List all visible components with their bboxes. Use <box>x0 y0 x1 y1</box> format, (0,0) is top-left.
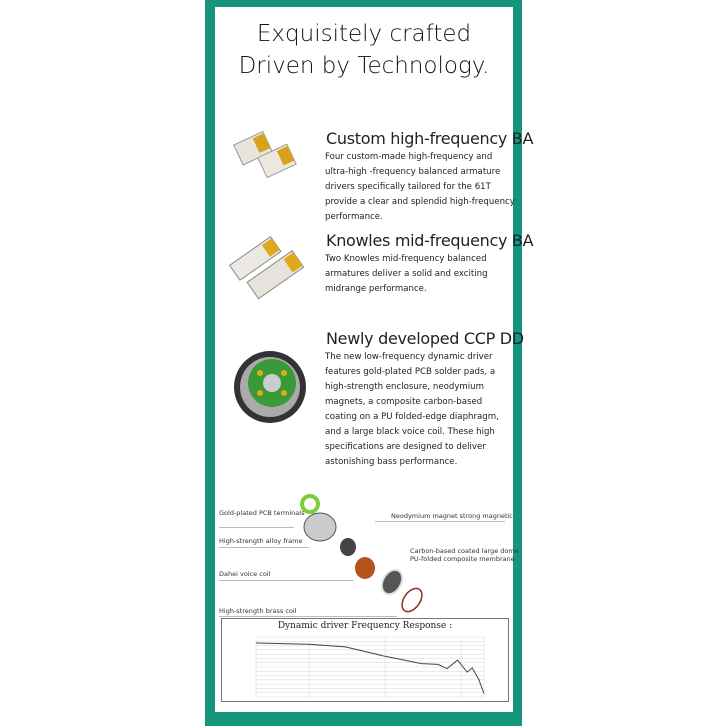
brass-coil <box>398 585 426 615</box>
feature-body: Two Knowles mid-frequency balanced armatures deliver a solid and exciting midrange performance. <box>325 254 488 294</box>
label-frame: High-strength alloy frame <box>219 537 303 545</box>
feature-body: Four custom-made high-frequency and ultra-high -frequency balanced armature drivers specifically tailored for the 61T provide a clear and splendid high-frequency performance. <box>325 152 515 222</box>
response-curve <box>256 643 484 694</box>
dynamic-driver-icon <box>230 347 310 427</box>
frequency-response-chart <box>221 618 509 702</box>
ba-driver-pair-icon <box>235 125 305 185</box>
label-dome-2: PU-folded composite membrane <box>410 555 515 563</box>
chart-title: Dynamic driver Frequency Response : <box>277 621 453 631</box>
leader-line <box>375 521 505 522</box>
feature-title: Knowles mid-frequency BA <box>326 231 534 250</box>
leader-line <box>219 547 309 548</box>
label-brass: High-strength brass coil <box>219 607 297 615</box>
label-dome-1: Carbon-based coated large dome <box>410 547 519 555</box>
leader-line <box>219 527 294 528</box>
leader-line <box>219 616 397 617</box>
label-magnet: Neodymium magnet strong magnetic <box>391 512 513 520</box>
leader-line <box>219 580 354 581</box>
content-panel <box>215 7 534 712</box>
product-frame <box>205 0 534 726</box>
dome <box>378 566 407 598</box>
feature-title: Custom high-frequency BA <box>326 129 534 148</box>
feature-title: Newly developed CCP DD <box>326 329 524 348</box>
label-pcb: Gold-plated PCB terminals <box>219 509 305 517</box>
magnet <box>340 538 356 556</box>
headline-line-1: Exquisitely crafted <box>256 21 472 47</box>
label-voice-coil: Dahei voice coil <box>219 570 271 578</box>
voice-coil <box>355 557 375 579</box>
chart-plot <box>222 619 508 701</box>
headline-line-2: Driven by Technology. <box>238 53 490 79</box>
feature-body: The new low-frequency dynamic driver features gold-plated PCB solder pads, a high-strength enclosure, neodymium magnets, a composite carbon-based coating on a PU folded-edge diaphragm, and a large black voice coil. These high specifications are designed to deliver astonishing bass performance. <box>325 352 499 467</box>
knowles-ba-icon <box>230 225 310 300</box>
alloy-frame <box>304 513 336 541</box>
